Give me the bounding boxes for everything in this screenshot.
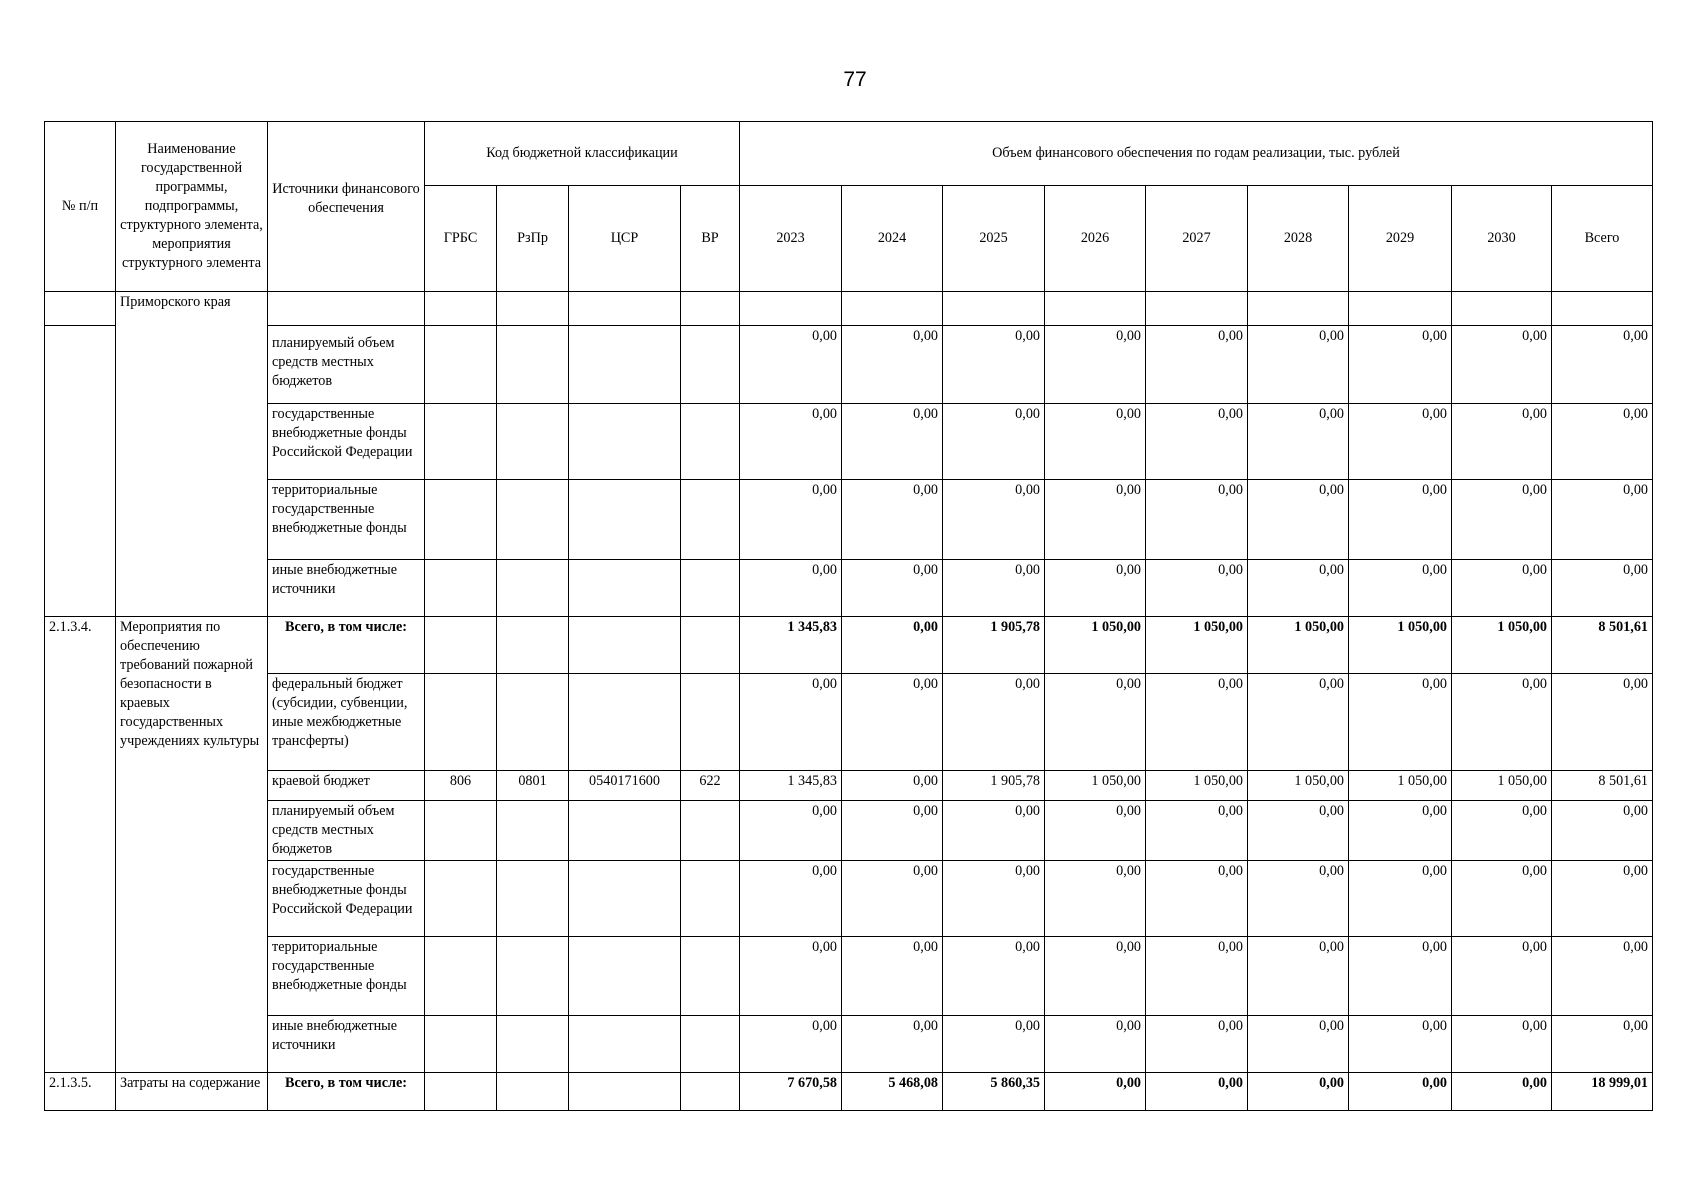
cell-value: 1 050,00 <box>1248 617 1349 674</box>
cell-value: 1 345,83 <box>740 771 842 801</box>
cell-value: 0,00 <box>740 1016 842 1073</box>
cell-value: 0,00 <box>1452 1016 1552 1073</box>
cell-value: 0,00 <box>1146 861 1248 937</box>
cell-value: 0,00 <box>943 1016 1045 1073</box>
cell-value: 0,00 <box>1146 1016 1248 1073</box>
cell-value: 1 050,00 <box>1248 771 1349 801</box>
header-number: № п/п <box>45 122 116 292</box>
cell-value: 0,00 <box>943 861 1045 937</box>
cell-value: 0,00 <box>943 480 1045 560</box>
cell-value: 0,00 <box>1045 1016 1146 1073</box>
cell-value: 0,00 <box>1248 1016 1349 1073</box>
cell-source-total: Всего, в том числе: <box>268 617 425 674</box>
cell-value: 1 050,00 <box>1045 771 1146 801</box>
cell-value: 0,00 <box>1349 326 1452 404</box>
cell-value: 1 050,00 <box>1349 617 1452 674</box>
cell-value: 1 345,83 <box>740 617 842 674</box>
cell-value: 0,00 <box>842 560 943 617</box>
budget-table <box>44 121 1653 1111</box>
cell-value: 0,00 <box>943 937 1045 1016</box>
header-name: Наименование государственной программы, подпрограммы, структурного элемента, мероприятия структурного элемента <box>116 122 268 292</box>
cell-value: 0,00 <box>740 480 842 560</box>
cell-value: 1 050,00 <box>1349 771 1452 801</box>
cell-value: 0,00 <box>1248 326 1349 404</box>
header-year-2023: 2023 <box>740 186 842 292</box>
cell-source: государственные внебюджетные фонды Российской Федерации <box>268 861 425 937</box>
cell-vr: 622 <box>681 771 740 801</box>
table-row <box>45 404 1653 480</box>
cell-source: планируемый объем средств местных бюджетов <box>268 801 425 861</box>
cell-value: 0,00 <box>1349 480 1452 560</box>
cell-total: 0,00 <box>1552 674 1653 771</box>
table-row <box>45 1016 1653 1073</box>
header-vr: ВР <box>681 186 740 292</box>
cell-value: 0,00 <box>842 861 943 937</box>
cell-value: 0,00 <box>1045 480 1146 560</box>
header-year-2030: 2030 <box>1452 186 1552 292</box>
header-grbs: ГРБС <box>425 186 497 292</box>
cell-total: 0,00 <box>1552 560 1653 617</box>
cell-total: 8 501,61 <box>1552 771 1653 801</box>
cell-value: 0,00 <box>1452 674 1552 771</box>
cell-value: 1 050,00 <box>1146 617 1248 674</box>
header-year-2027: 2027 <box>1146 186 1248 292</box>
cell-value: 7 670,58 <box>740 1073 842 1111</box>
cell-value: 0,00 <box>842 801 943 861</box>
table-row <box>45 1073 1653 1111</box>
cell-value: 0,00 <box>943 801 1045 861</box>
cell-rzpr: 0801 <box>497 771 569 801</box>
cell-total: 18 999,01 <box>1552 1073 1653 1111</box>
header-year-2026: 2026 <box>1045 186 1146 292</box>
cell-value: 0,00 <box>1045 404 1146 480</box>
cell-value: 0,00 <box>1146 480 1248 560</box>
cell-value: 0,00 <box>842 771 943 801</box>
cell-total: 0,00 <box>1552 937 1653 1016</box>
cell-value: 0,00 <box>1045 560 1146 617</box>
cell-value: 0,00 <box>1248 937 1349 1016</box>
header-csr: ЦСР <box>569 186 681 292</box>
cell-value: 1 905,78 <box>943 771 1045 801</box>
cell-value: 0,00 <box>1248 1073 1349 1111</box>
table-row <box>45 292 1653 326</box>
cell-value: 0,00 <box>1349 674 1452 771</box>
cell-value: 0,00 <box>1045 861 1146 937</box>
cell-source: территориальные государственные внебюджетные фонды <box>268 937 425 1016</box>
cell-item-name: Мероприятия по обеспечению требований пожарной безопасности в краевых государственных учреждениях культуры <box>116 617 268 1073</box>
cell-item-name: Затраты на содержание <box>116 1073 268 1111</box>
cell-total: 0,00 <box>1552 480 1653 560</box>
cell-value: 0,00 <box>1452 326 1552 404</box>
cell-value: 0,00 <box>1349 404 1452 480</box>
cell-value: 0,00 <box>1349 861 1452 937</box>
cell-value: 0,00 <box>1349 1073 1452 1111</box>
cell-value: 0,00 <box>740 801 842 861</box>
cell-total: 8 501,61 <box>1552 617 1653 674</box>
table-row <box>45 861 1653 937</box>
cell-value: 1 905,78 <box>943 617 1045 674</box>
table-row <box>45 326 1653 404</box>
header-total: Всего <box>1552 186 1653 292</box>
cell-value: 0,00 <box>1045 937 1146 1016</box>
cell-value: 0,00 <box>1452 480 1552 560</box>
cell-value: 1 050,00 <box>1452 617 1552 674</box>
header-budget-codes: Код бюджетной классификации <box>425 122 740 186</box>
header-year-2024: 2024 <box>842 186 943 292</box>
cell-value: 0,00 <box>1146 326 1248 404</box>
cell-name-continuation: Приморского края <box>116 292 268 617</box>
header-source: Источники финансового обеспечения <box>268 122 425 292</box>
cell-value: 0,00 <box>943 326 1045 404</box>
cell-value: 0,00 <box>1452 560 1552 617</box>
cell-value: 0,00 <box>1146 1073 1248 1111</box>
cell-value: 0,00 <box>1248 480 1349 560</box>
cell-item-number: 2.1.3.5. <box>45 1073 116 1111</box>
cell-source: иные внебюджетные источники <box>268 560 425 617</box>
cell-value: 0,00 <box>740 861 842 937</box>
cell-value: 0,00 <box>1146 674 1248 771</box>
cell-source: федеральный бюджет (субсидии, субвенции, иные межбюджетные трансферты) <box>268 674 425 771</box>
cell-value: 0,00 <box>1146 404 1248 480</box>
table-row <box>45 674 1653 771</box>
cell-value: 0,00 <box>1452 404 1552 480</box>
cell-value: 0,00 <box>1452 937 1552 1016</box>
cell-value: 0,00 <box>740 937 842 1016</box>
page-number: 77 <box>843 68 867 91</box>
cell-source: иные внебюджетные источники <box>268 1016 425 1073</box>
cell-total: 0,00 <box>1552 326 1653 404</box>
cell-source-total: Всего, в том числе: <box>268 1073 425 1111</box>
cell-value: 0,00 <box>1349 801 1452 861</box>
table-body <box>45 292 1653 1111</box>
cell-value: 0,00 <box>1248 674 1349 771</box>
table-row <box>45 617 1653 674</box>
cell-value: 0,00 <box>1045 674 1146 771</box>
table-row <box>45 480 1653 560</box>
cell-value: 0,00 <box>1452 801 1552 861</box>
cell-value: 0,00 <box>1146 801 1248 861</box>
cell-value: 0,00 <box>1349 560 1452 617</box>
table-row <box>45 801 1653 861</box>
cell-value: 0,00 <box>842 480 943 560</box>
cell-value: 0,00 <box>842 937 943 1016</box>
cell-item-number: 2.1.3.4. <box>45 617 116 1073</box>
cell-source: государственные внебюджетные фонды Российской Федерации <box>268 404 425 480</box>
header-years-group: Объем финансового обеспечения по годам реализации, тыс. рублей <box>740 122 1653 186</box>
cell-value: 5 468,08 <box>842 1073 943 1111</box>
cell-value: 0,00 <box>1452 861 1552 937</box>
cell-number <box>45 292 116 326</box>
cell-value: 0,00 <box>740 674 842 771</box>
cell-value: 0,00 <box>740 560 842 617</box>
cell-value: 0,00 <box>842 674 943 771</box>
cell-source: планируемый объем средств местных бюджетов <box>268 326 425 404</box>
cell-value: 0,00 <box>1248 560 1349 617</box>
cell-value: 0,00 <box>1146 937 1248 1016</box>
cell-source: краевой бюджет <box>268 771 425 801</box>
cell-total: 0,00 <box>1552 1016 1653 1073</box>
cell-total: 0,00 <box>1552 861 1653 937</box>
cell-value: 0,00 <box>1045 1073 1146 1111</box>
cell-value: 0,00 <box>1452 1073 1552 1111</box>
table-row <box>45 771 1653 801</box>
header-year-2025: 2025 <box>943 186 1045 292</box>
cell-value: 5 860,35 <box>943 1073 1045 1111</box>
cell-value: 0,00 <box>1248 861 1349 937</box>
cell-value: 0,00 <box>1045 326 1146 404</box>
cell-value: 0,00 <box>842 1016 943 1073</box>
cell-value: 0,00 <box>842 617 943 674</box>
cell-value: 1 050,00 <box>1146 771 1248 801</box>
cell-total: 0,00 <box>1552 404 1653 480</box>
cell-value: 0,00 <box>943 404 1045 480</box>
cell-value: 0,00 <box>842 404 943 480</box>
cell-total: 0,00 <box>1552 801 1653 861</box>
cell-csr: 0540171600 <box>569 771 681 801</box>
cell-value: 0,00 <box>943 560 1045 617</box>
header-year-2028: 2028 <box>1248 186 1349 292</box>
cell-value: 0,00 <box>1045 801 1146 861</box>
cell-value: 0,00 <box>943 674 1045 771</box>
cell-value: 0,00 <box>1146 560 1248 617</box>
cell-source: территориальные государственные внебюджетные фонды <box>268 480 425 560</box>
table-header <box>45 122 1653 292</box>
cell-value: 1 050,00 <box>1452 771 1552 801</box>
cell-value: 0,00 <box>842 326 943 404</box>
header-rzpr: РзПр <box>497 186 569 292</box>
cell-value: 0,00 <box>740 326 842 404</box>
cell-grbs: 806 <box>425 771 497 801</box>
cell-value: 0,00 <box>1248 404 1349 480</box>
cell-value: 0,00 <box>1349 937 1452 1016</box>
table-row <box>45 560 1653 617</box>
table-row <box>45 937 1653 1016</box>
cell-value: 0,00 <box>1248 801 1349 861</box>
cell-value: 0,00 <box>740 404 842 480</box>
header-year-2029: 2029 <box>1349 186 1452 292</box>
cell-value: 1 050,00 <box>1045 617 1146 674</box>
cell-value: 0,00 <box>1349 1016 1452 1073</box>
